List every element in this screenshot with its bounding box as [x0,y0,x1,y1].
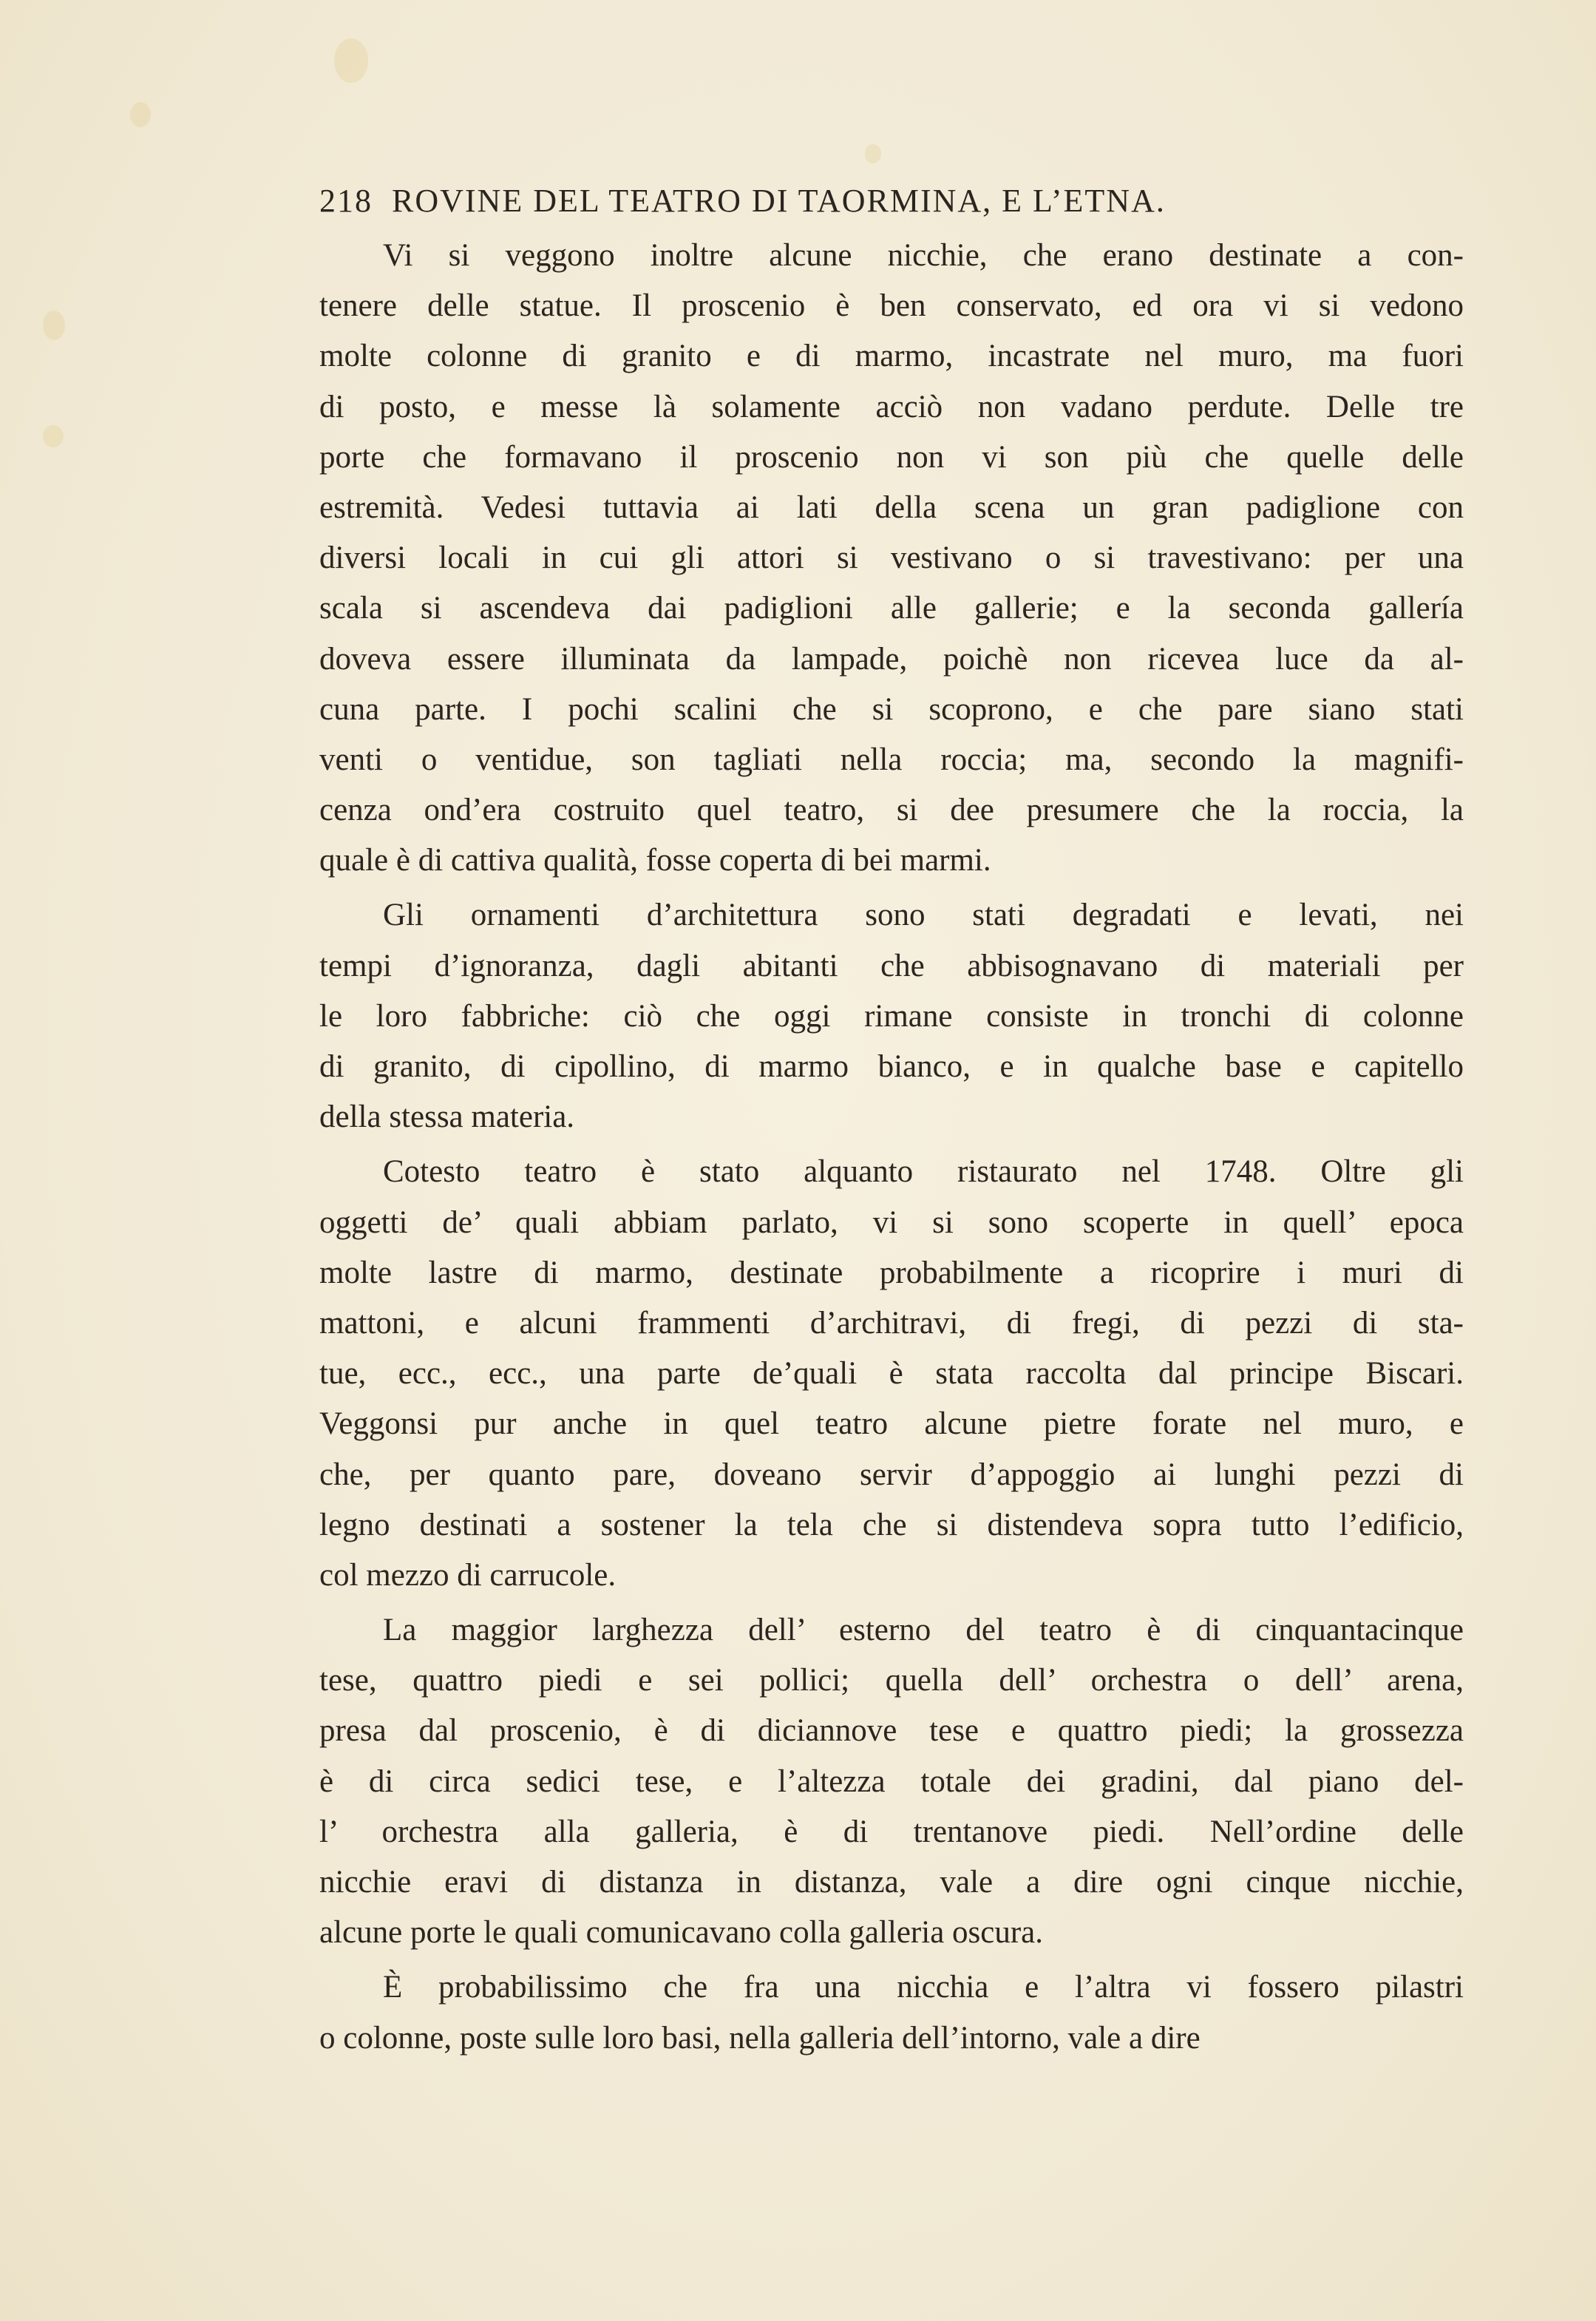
stain-mark [43,425,64,447]
text-line: molte colonne di granito e di marmo, incastrate nel muro, ma fuori [319,339,1464,374]
text-line: quale è di cattiva qualità, fosse coperta di bei marmi. [319,843,991,878]
text-line: le loro fabbriche: ciò che oggi rimane consiste in tronchi di colonne [319,998,1464,1034]
paragraph [319,231,1464,886]
running-title: ROVINE DEL TEATRO DI TAORMINA, E L’ETNA. [392,183,1166,219]
text-line: cenza ond’era costruito quel teatro, si dee presumere che la roccia, la [319,793,1464,828]
text-line: nicchie eravi di distanza in distanza, vale a dire ogni cinque nicchie, [319,1865,1464,1900]
text-line: La maggior larghezza dell’ esterno del teatro è di cinquantacinque [383,1613,1464,1648]
text-line: Cotesto teatro è stato alquanto ristaurato nel 1748. Oltre gli [383,1154,1464,1190]
text-line: o colonne, poste sulle loro basi, nella galleria dell’intorno, vale a dire [319,2020,1201,2056]
text-line: È probabilissimo che fra una nicchia e l’altra vi fossero pilastri [383,1970,1464,2005]
text-line: col mezzo di carrucole. [319,1557,617,1593]
text-line: tenere delle statue. Il proscenio è ben conservato, ed ora vi si vedono [319,288,1464,324]
text-line: di posto, e messe là solamente acciò non vadano perdute. Delle tre [319,389,1464,424]
paragraph [319,890,1464,1142]
text-line: doveva essere illuminata da lampade, poichè non ricevea luce da al- [319,641,1464,677]
text-line: molte lastre di marmo, destinate probabilmente a ricoprire i muri di [319,1255,1464,1290]
text-line: l’ orchestra alla galleria, è di trentanove piedi. Nell’ordine delle [319,1814,1464,1849]
text-line: cuna parte. I pochi scalini che si scoprono, e che pare siano stati [319,691,1464,727]
text-line: mattoni, e alcuni frammenti d’architravi, di fregi, di pezzi di sta- [319,1305,1464,1341]
text-line: scala si ascendeva dai padiglioni alle gallerie; e la seconda gallería [319,591,1464,626]
text-line: tese, quattro piedi e sei pollici; quella dell’ orchestra o dell’ arena, [319,1663,1464,1698]
stain-mark [334,38,368,83]
body-text [319,231,1464,2064]
text-line: alcune porte le quali comunicavano colla galleria oscura. [319,1915,1044,1951]
page-number: 218 [319,183,373,219]
text-line: diversi locali in cui gli attori si vestivano o si travestivano: per una [319,541,1464,576]
stain-mark [130,102,151,127]
text-line: che, per quanto pare, doveano servir d’appoggio ai lunghi pezzi di [319,1457,1464,1492]
paragraph [319,1605,1464,1958]
paragraph [319,1962,1464,2063]
text-line: legno destinati a sostener la tela che si distendeva sopra tutto l’edificio, [319,1507,1464,1542]
text-line: è di circa sedici tese, e l’altezza totale dei gradini, dal piano del- [319,1763,1464,1799]
text-line: tempi d’ignoranza, dagli abitanti che abbisognavano di materiali per [319,948,1464,983]
text-line: di granito, di cipollino, di marmo bianco, e in qualche base e capitello [319,1049,1464,1084]
stain-mark [43,311,65,340]
text-line: venti o ventidue, son tagliati nella roccia; ma, secondo la magnifi- [319,742,1464,777]
text-line: estremità. Vedesi tuttavia ai lati della scena un gran padiglione con [319,489,1464,525]
running-header [319,179,1325,223]
text-line: tue, ecc., ecc., una parte de’quali è stata raccolta dal principe Biscari. [319,1356,1464,1392]
text-line: Vi si veggono inoltre alcune nicchie, che erano destinate a con- [383,238,1464,273]
text-line: della stessa materia. [319,1099,575,1135]
stain-mark [865,144,881,163]
text-line: oggetti de’ quali abbiam parlato, vi si sono scoperte in quell’ epoca [319,1204,1464,1240]
text-line: porte che formavano il proscenio non vi son più che quelle delle [319,439,1464,475]
text-line: Veggonsi pur anche in quel teatro alcune pietre forate nel muro, e [319,1406,1464,1442]
text-line: Gli ornamenti d’architettura sono stati degradati e levati, nei [383,898,1464,933]
paragraph [319,1147,1464,1601]
text-line: presa dal proscenio, è di diciannove tese e quattro piedi; la grossezza [319,1713,1464,1749]
